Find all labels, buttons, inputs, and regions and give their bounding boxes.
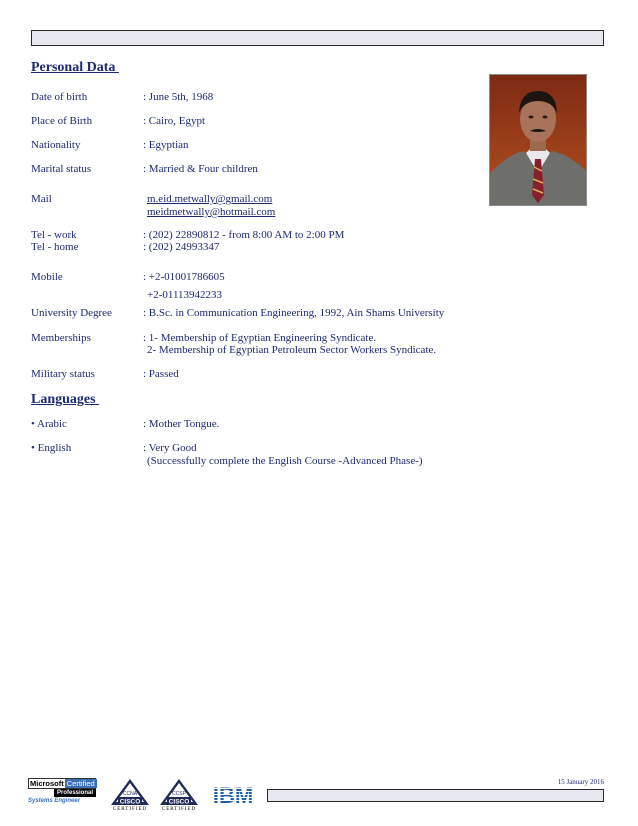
date-of-birth-value: : June 5th, 1968 <box>143 91 214 103</box>
portrait-image <box>490 75 586 205</box>
marital-status-label: Marital status <box>31 163 92 175</box>
ms-brand-text: Microsoft <box>30 779 64 788</box>
ccsp-cisco-logo <box>157 778 201 816</box>
ccna-caption: CERTIFIED <box>112 807 148 812</box>
memberships-label: Memberships <box>31 332 91 344</box>
tel-home-label: Tel - home <box>31 241 79 253</box>
tel-home-value: : (202) 24993347 <box>143 241 220 253</box>
email-link-hotmail[interactable]: meidmetwally@hotmail.com <box>147 206 276 218</box>
mobile-label: Mobile <box>31 271 63 283</box>
personal-data-heading: Personal Data <box>31 60 119 75</box>
ccsp-badge-text: CCSP <box>172 791 186 797</box>
mobile-value-1: : +2-01001786605 <box>143 271 225 283</box>
ccna-badge-icon <box>108 778 152 806</box>
language-english-note: (Successfully complete the English Course -Advanced Phase-) <box>147 455 423 467</box>
membership-item-1: : 1- Membership of Egyptian Engineering Syndicate. <box>143 332 377 344</box>
university-degree-label: University Degree <box>31 307 112 319</box>
university-degree-value: : B.Sc. in Communication Engineering, 1992, Ain Shams University <box>143 307 445 319</box>
date-of-birth-label: Date of birth <box>31 91 88 103</box>
ms-professional-text: Professional <box>54 789 96 797</box>
microsoft-certified-logo <box>28 778 96 814</box>
membership-item-2: 2- Membership of Egyptian Petroleum Sector Workers Syndicate. <box>147 344 437 356</box>
ibm-brand-text: IBM <box>212 783 254 805</box>
tel-work-value: : (202) 22890812 - from 8:00 AM to 2:00 PM <box>143 229 345 241</box>
ccsp-badge-icon <box>157 778 201 806</box>
footer-date: 15 January 2016 <box>557 778 604 786</box>
ccsp-caption: CERTIFIED <box>161 807 197 812</box>
military-status-label: Military status <box>31 368 95 380</box>
email-link-gmail[interactable]: m.eid.metwally@gmail.com <box>147 193 273 205</box>
tel-work-label: Tel - work <box>31 229 77 241</box>
military-status-value: : Passed <box>143 368 179 380</box>
ms-certified-text: Certified <box>66 779 95 788</box>
profile-photo <box>489 74 587 206</box>
ccna-badge-text: CCNA <box>122 791 138 797</box>
ccna-cisco-logo <box>108 778 152 816</box>
language-arabic-label: • Arabic <box>31 418 67 430</box>
ibm-logo <box>207 783 259 805</box>
language-arabic-value: : Mother Tongue. <box>143 418 220 430</box>
marital-status-value: : Married & Four children <box>143 163 258 175</box>
ibm-logo-icon <box>207 783 259 805</box>
header-bar <box>31 30 604 46</box>
nationality-label: Nationality <box>31 139 81 151</box>
ccsp-brand-text: CISCO <box>168 798 190 806</box>
ms-title-text: Systems Engineer <box>28 798 81 804</box>
mail-label: Mail <box>31 193 52 205</box>
language-english-value: : Very Good <box>143 442 197 454</box>
languages-heading: Languages <box>31 392 100 407</box>
mobile-value-2: +2-01113942233 <box>147 289 223 301</box>
nationality-value: : Egyptian <box>143 139 189 151</box>
ccna-brand-text: CISCO <box>119 798 141 806</box>
footer-bar <box>267 789 604 802</box>
place-of-birth-label: Place of Birth <box>31 115 93 127</box>
language-english-label: • English <box>31 442 72 454</box>
place-of-birth-value: : Cairo, Egypt <box>143 115 206 127</box>
